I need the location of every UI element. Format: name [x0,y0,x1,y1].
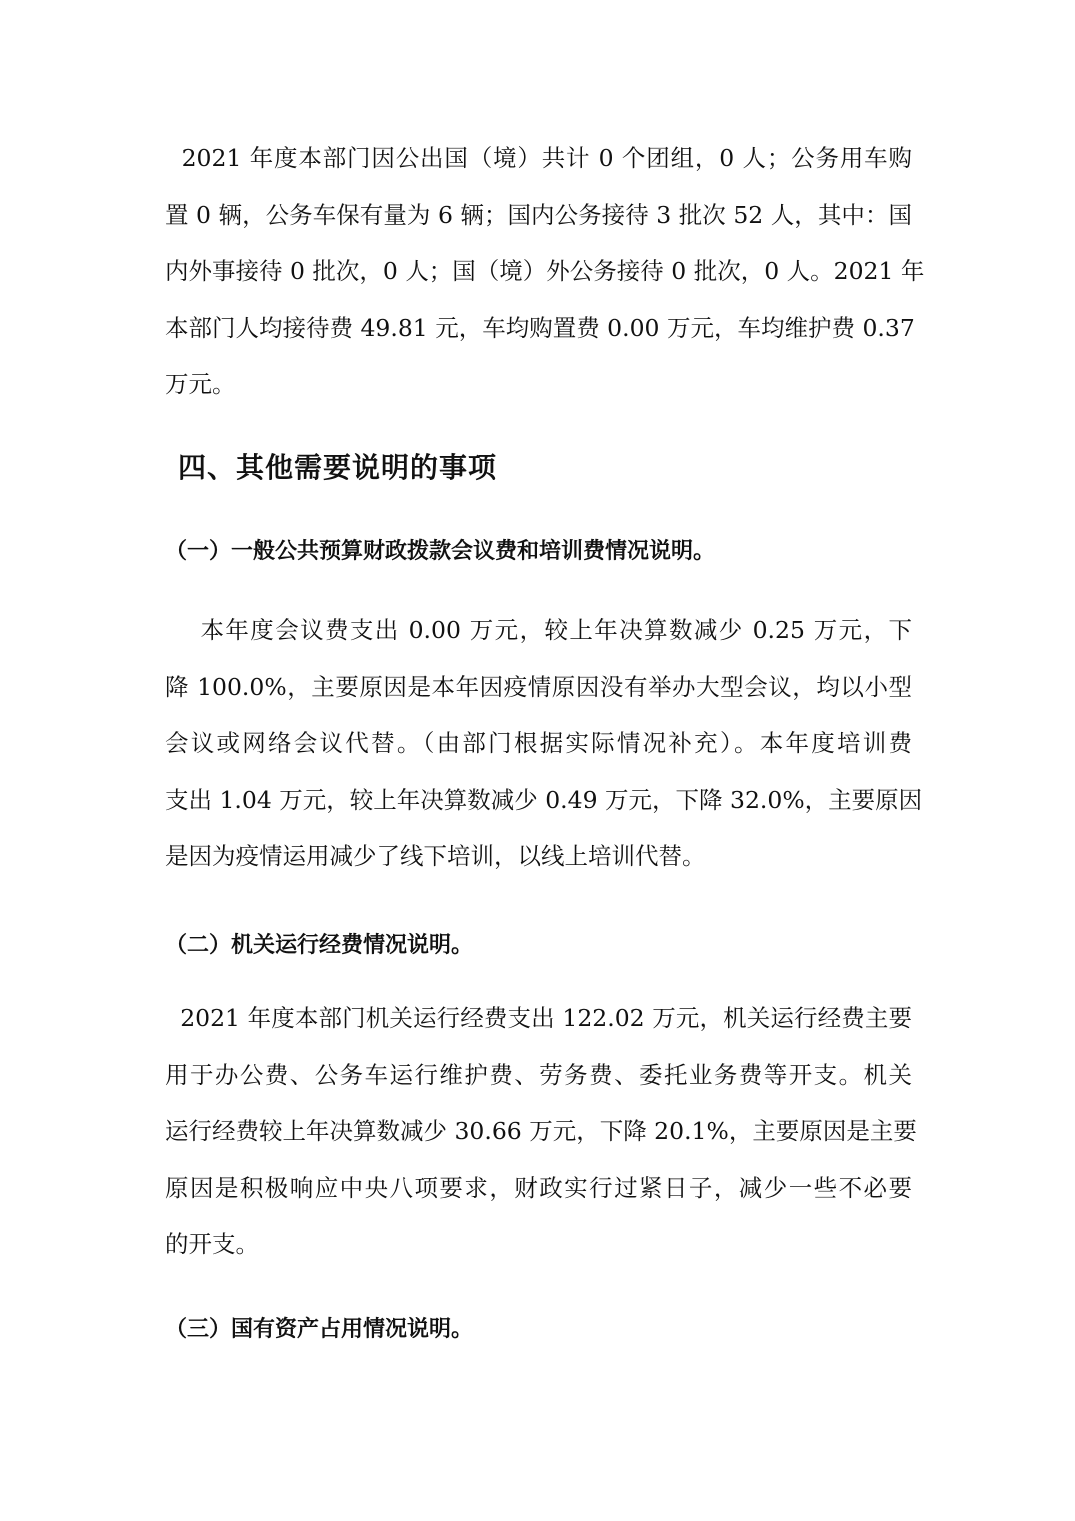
text-line: 万元。 [165,370,236,398]
text-line: 会议或网络会议代替。（由部门根据实际情况补充）。本年度培训费 [165,729,912,757]
text-line: 2021 年度本部门因公出国（境）共计 0 个团组，0 人；公务用车购 [165,144,912,172]
subheading-operating-expenses: （二）机关运行经费情况说明。 [165,932,474,958]
paragraph-meeting-training-fees [165,614,923,897]
text-line: 2021 年度本部门机关运行经费支出 122.02 万元，机关运行经费主要 [165,1004,912,1032]
text-line: 运行经费较上年决算数减少 30.66 万元，下降 20.1%，主要原因是主要 [165,1117,917,1145]
text-line: 降 100.0%，主要原因是本年因疫情原因没有举办大型会议，均以小型 [165,672,912,701]
paragraph-foreign-travel-reception [165,142,925,425]
text-line: 支出 1.04 万元，较上年决算数减少 0.49 万元，下降 32.0%，主要原因 [165,785,923,814]
subheading-state-assets: （三）国有资产占用情况说明。 [165,1316,474,1342]
text-line: 本年度会议费支出 0.00 万元，较上年决算数减少 0.25 万元，下 [165,616,912,644]
subheading-meeting-training-fees: （一）一般公共预算财政拨款会议费和培训费情况说明。 [165,538,716,564]
text-line: 原因是积极响应中央八项要求，财政实行过紧日子，减少一些不必要 [165,1173,912,1202]
paragraph-operating-expenses [165,1002,917,1285]
text-line: 是因为疫情运用减少了线下培训，以线上培训代替。 [165,842,706,870]
text-line: 用于办公费、公务车运行维护费、劳务费、委托业务费等开支。机关 [165,1060,912,1089]
text-line: 置 0 辆，公务车保有量为 6 辆；国内公务接待 3 批次 52 人，其中：国 [165,200,912,229]
text-line: 的开支。 [165,1230,259,1258]
text-line: 内外事接待 0 批次，0 人；国（境）外公务接待 0 批次，0 人。2021 年 [165,257,925,285]
text-line: 本部门人均接待费 49.81 元，车均购置费 0.00 万元，车均维护费 0.37 [165,313,915,342]
section-heading-other-matters: 四、其他需要说明的事项 [178,451,498,484]
